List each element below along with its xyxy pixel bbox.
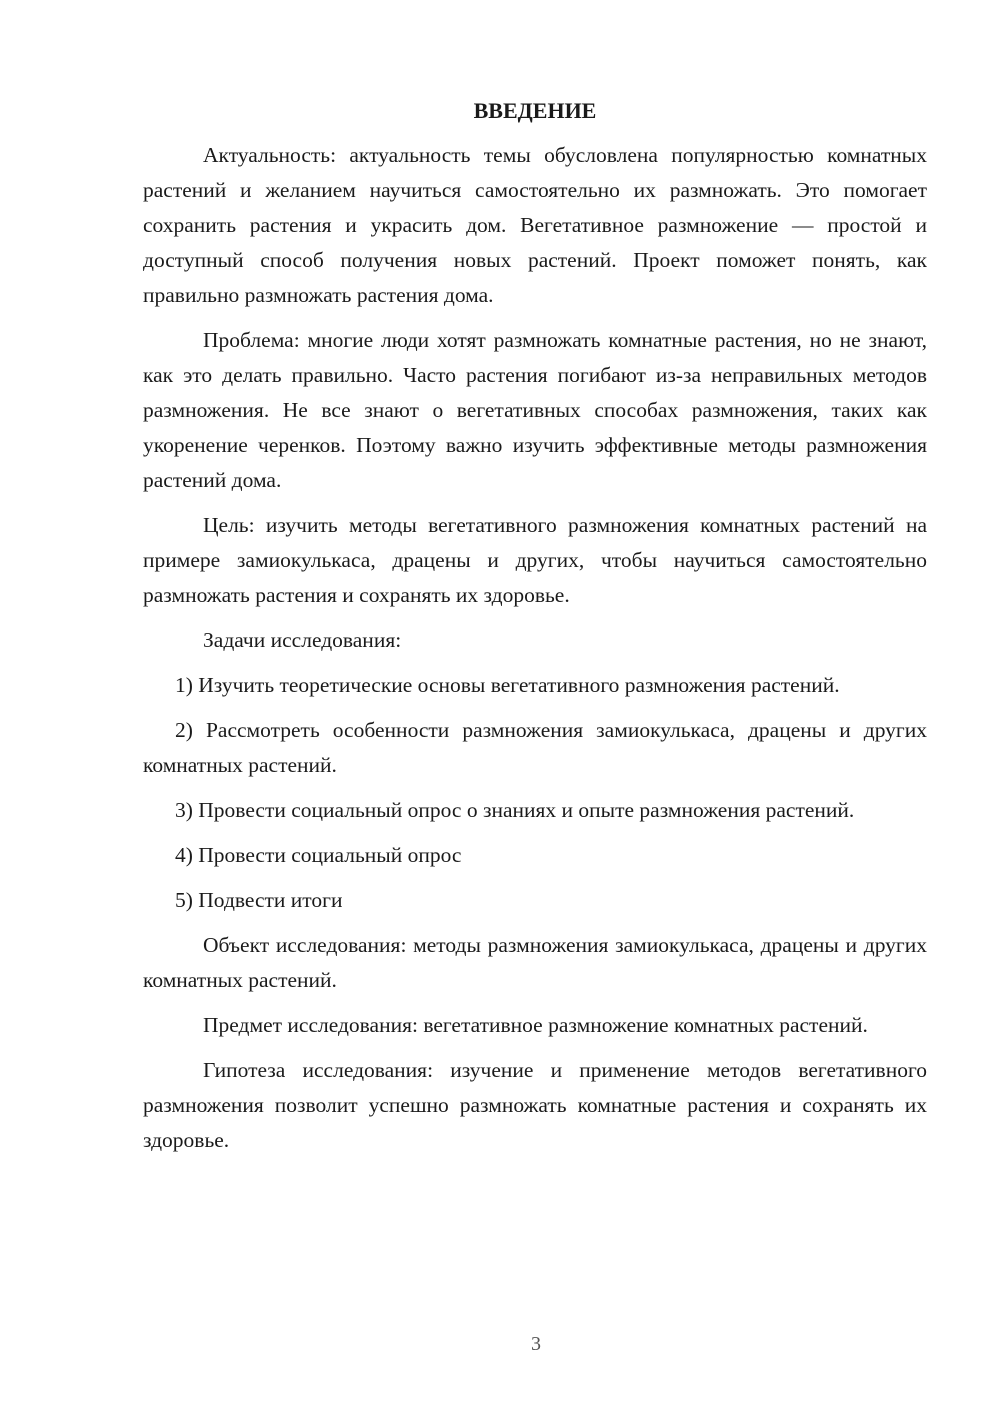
hypothesis-paragraph: Гипотеза исследования: изучение и применение методов вегетативного размножения позволит успешно размножать комнатные растения и сохранять их здоровье. [143, 1058, 927, 1152]
object-paragraph: Объект исследования: методы размножения замиокулькаса, драцены и других комнатных растений. [143, 933, 927, 992]
task-item-4: 4) Провести социальный опрос [175, 843, 462, 867]
subject-paragraph: Предмет исследования: вегетативное размножение комнатных растений. [203, 1013, 868, 1037]
task-item-1: 1) Изучить теоретические основы вегетативного размножения растений. [175, 673, 840, 697]
task-item-2: 2) Рассмотреть особенности размножения замиокулькаса, драцены и других комнатных растений. [143, 718, 927, 777]
tasks-heading: Задачи исследования: [203, 628, 402, 652]
problem-paragraph: Проблема: многие люди хотят размножать комнатные растения, но не знают, как это делать правильно. Часто растения погибают из-за неправильных методов размножения. Не все знают о вегетативных способах размножения, таких как укоренение черенков. Поэтому важно изучить эффективные методы размножения растений дома. [143, 328, 927, 492]
page-title: ВВЕДЕНИЕ [473, 98, 597, 123]
goal-paragraph: Цель: изучить методы вегетативного размножения комнатных растений на примере замиокулькаса, драцены и других, чтобы научиться самостоятельно размножать растения и сохранять их здоровье. [143, 513, 927, 607]
task-item-3: 3) Провести социальный опрос о знаниях и опыте размножения растений. [175, 798, 855, 822]
relevance-paragraph: Актуальность: актуальность темы обусловлена популярностью комнатных растений и желанием научиться самостоятельно их размножать. Это помогает сохранить растения и украсить дом. Вегетативное размножение — простой и доступный способ получения новых растений. Проект поможет понять, как правильно размножать растения дома. [143, 143, 927, 307]
task-item-5: 5) Подвести итоги [175, 888, 343, 912]
document-page [143, 96, 927, 1168]
page-number: 3 [531, 1333, 541, 1355]
